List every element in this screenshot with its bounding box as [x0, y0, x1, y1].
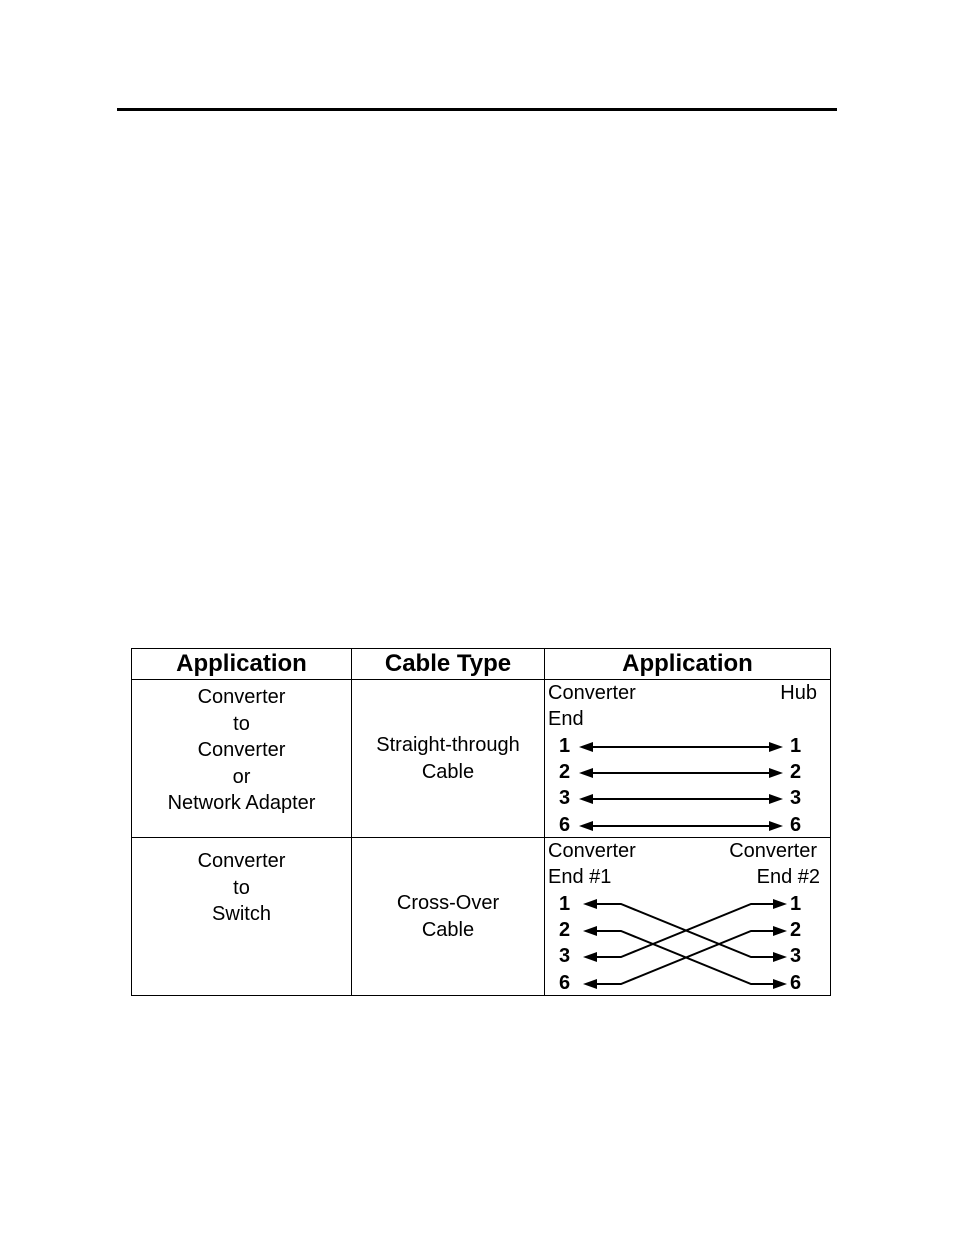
right-pin: 6: [790, 972, 802, 994]
arrow-left-icon: [583, 952, 597, 962]
cable-type-line: Cable: [421, 760, 475, 783]
left-end-label: End: [548, 708, 584, 730]
straight-wires: [545, 680, 831, 837]
application-line: Converter: [197, 686, 286, 708]
right-pin: 3: [790, 787, 802, 809]
wiring-diagram-crossover: [545, 838, 831, 996]
crossover-wires: [545, 838, 831, 995]
application-line: Converter: [197, 739, 286, 761]
right-pin: 1: [790, 893, 802, 915]
left-pin: 2: [559, 919, 571, 941]
cable-type-line: Cross-Over: [396, 892, 500, 914]
header-application-right: Application: [545, 649, 831, 680]
wiring-diagram-straight: [545, 680, 831, 838]
left-pin: 1: [559, 893, 571, 915]
cable-type-cell: [352, 680, 545, 838]
application-cell: [132, 838, 352, 996]
arrow-right-icon: [769, 742, 783, 752]
header-application-left: Application: [132, 649, 352, 680]
arrow-right-icon: [773, 926, 787, 936]
arrow-left-icon: [579, 821, 593, 831]
header-rule: [117, 108, 837, 111]
left-pin: 6: [559, 814, 571, 836]
right-end-label: Converter: [729, 840, 817, 862]
application-line: Switch: [212, 903, 271, 925]
table-row: [132, 680, 831, 838]
arrow-left-icon: [579, 768, 593, 778]
application-line: to: [233, 876, 250, 899]
cable-type-table: [131, 648, 831, 996]
application-line: Network Adapter: [167, 792, 316, 814]
right-pin: 2: [790, 919, 802, 941]
arrow-right-icon: [769, 794, 783, 804]
table-header-row: [132, 649, 831, 680]
right-pin: 1: [790, 735, 802, 757]
arrow-right-icon: [773, 952, 787, 962]
right-pin: 6: [790, 814, 802, 836]
cable-type-line: Straight-through: [376, 734, 520, 756]
arrow-left-icon: [579, 794, 593, 804]
arrow-left-icon: [583, 926, 597, 936]
arrow-left-icon: [583, 979, 597, 989]
arrow-left-icon: [583, 899, 597, 909]
arrow-right-icon: [773, 979, 787, 989]
right-pin: 3: [790, 945, 802, 967]
left-pin: 6: [559, 972, 571, 994]
arrow-right-icon: [769, 821, 783, 831]
left-pin: 1: [559, 735, 571, 757]
left-pin: 3: [559, 787, 571, 809]
right-pin: 2: [790, 761, 802, 783]
application-line: to: [233, 712, 250, 735]
arrow-right-icon: [773, 899, 787, 909]
left-end-label: Converter: [548, 840, 636, 862]
left-end-label: Converter: [548, 682, 636, 704]
cable-type-cell: [352, 838, 545, 996]
application-line: Converter: [197, 850, 286, 872]
arrow-left-icon: [579, 742, 593, 752]
left-pin: 2: [559, 761, 571, 783]
header-cable-type: Cable Type: [352, 649, 545, 680]
table-row: [132, 838, 831, 996]
right-end-label: End #2: [756, 866, 820, 888]
arrow-right-icon: [769, 768, 783, 778]
application-cell: [132, 680, 352, 838]
left-end-label: End #1: [548, 866, 612, 888]
application-line: or: [232, 765, 251, 788]
cable-type-line: Cable: [421, 918, 475, 941]
left-pin: 3: [559, 945, 571, 967]
right-end-label: Hub: [780, 682, 817, 704]
